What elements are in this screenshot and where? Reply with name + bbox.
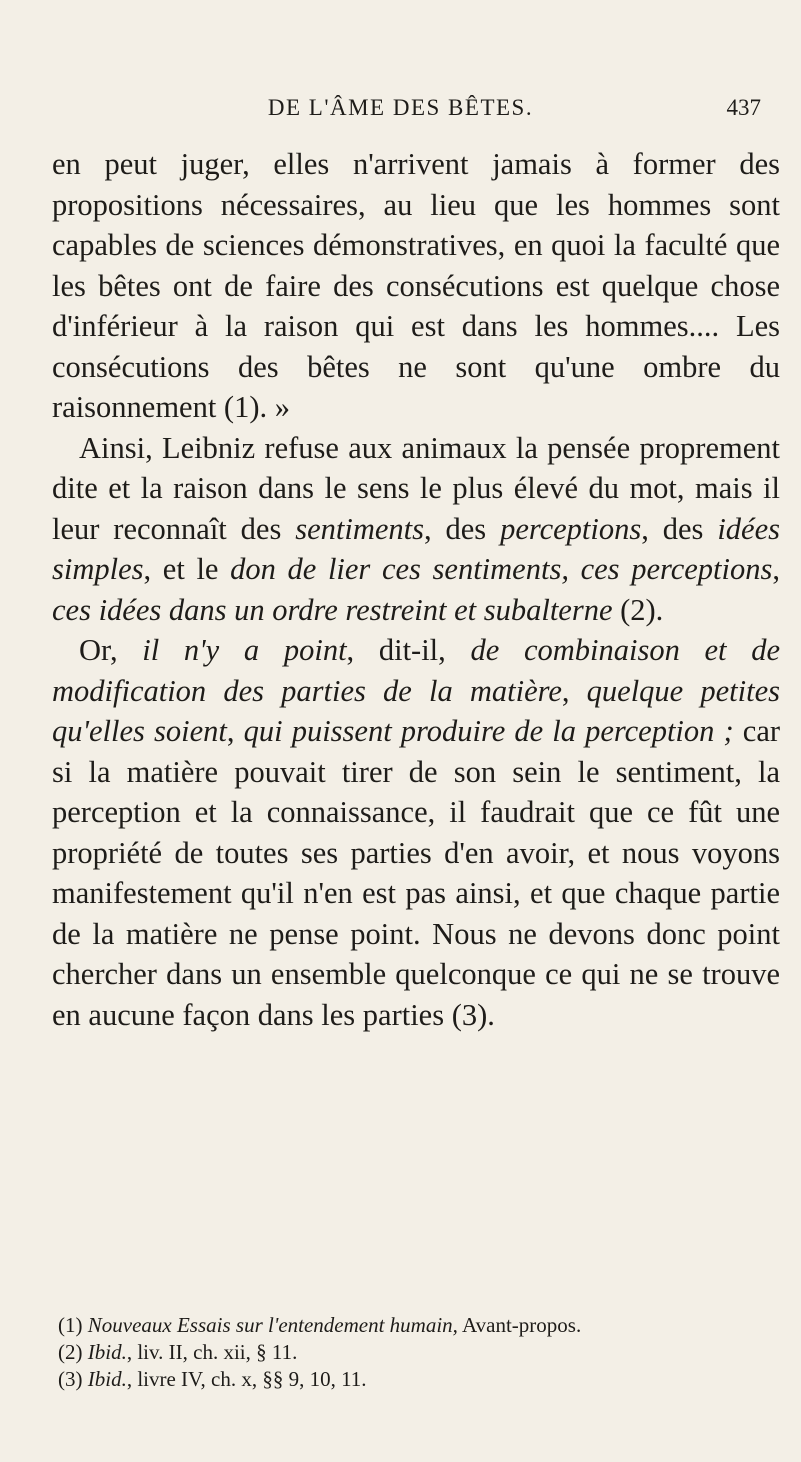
footnote-1 bbox=[58, 1312, 780, 1339]
text-run: , livre IV, ch. x, §§ 9, 10, 11. bbox=[126, 1367, 367, 1391]
text-run: (3) bbox=[58, 1367, 88, 1391]
paragraph-matter bbox=[52, 630, 780, 1035]
italic-run: Ibid. bbox=[87, 1367, 127, 1391]
body-text bbox=[52, 144, 780, 1035]
text-run: (2) bbox=[58, 1340, 88, 1364]
italic-run: sentiments bbox=[295, 511, 424, 546]
text-run: en peut juger, elles n'arrivent jamais à former des propositions nécessaires, au lieu que les hommes sont capables de sciences démonstratives, en quoi la faculté que les bêtes ont de faire des consécutions est quelque chose d'inférieur à la raison qui est dans les hommes.... Les consécutions des bêtes ne sont qu'une ombre du raisonnement (1). » bbox=[52, 147, 780, 424]
footnotes bbox=[58, 1312, 780, 1393]
italic-run: il n'y a point bbox=[142, 633, 347, 667]
text-run: car si la matière pouvait tirer de son sein le sentiment, la perception et la connaissance, il faudrait que ce fût une propriété de toutes ses parties d'en avoir, et nous voyons manifestement qu'il n'en est pas ainsi, et que chaque partie de la matière ne pense point. Nous ne devons donc point chercher dans un ensemble quelconque ce qui ne se trouve en aucune façon dans les parties (3). bbox=[52, 714, 781, 1032]
text-run: Ainsi, Leibniz refuse aux animaux la pensée proprement dite et la raison dans le sens le plus élevé du mot, mais il leur reconnaît des bbox=[52, 430, 780, 546]
paragraph-continuation bbox=[52, 144, 780, 428]
text-run: , des bbox=[424, 511, 501, 546]
text-run: , bbox=[772, 552, 780, 586]
text-run: , dit-il, bbox=[346, 633, 471, 667]
text-run: Or, bbox=[79, 633, 143, 667]
page-number: 437 bbox=[726, 95, 761, 120]
italic-run: Nouveaux Essais sur l'entendement humain, bbox=[87, 1313, 458, 1337]
italic-run: ces idées dans un ordre restreint et subalterne bbox=[52, 592, 613, 627]
text-run: , liv. II, ch. xii, § 11. bbox=[126, 1340, 298, 1364]
italic-run: don de lier ces sentiments, ces perceptions bbox=[230, 552, 773, 586]
text-run: (2). bbox=[612, 592, 664, 627]
italic-run: de combinaison et de modification des parties de la matière bbox=[52, 633, 780, 708]
running-header bbox=[0, 93, 801, 127]
footnote-2 bbox=[58, 1339, 780, 1366]
text-run: , des bbox=[641, 511, 718, 546]
text-run: Avant-propos. bbox=[457, 1313, 582, 1337]
text-run: , bbox=[561, 673, 587, 708]
footnote-3 bbox=[58, 1366, 780, 1393]
text-run: , bbox=[226, 714, 244, 748]
italic-run: Ibid. bbox=[87, 1340, 127, 1364]
text-run: , et le bbox=[143, 552, 231, 586]
running-title: DE L'ÂME DES BÊTES. bbox=[267, 95, 534, 120]
italic-run: idées simples bbox=[52, 511, 780, 586]
italic-run: quelque petites qu'elles soient bbox=[52, 673, 780, 748]
paragraph-leibniz bbox=[52, 428, 780, 631]
italic-run: perceptions bbox=[500, 511, 642, 546]
italic-run: qui puissent produire de la perception ; bbox=[243, 714, 734, 748]
text-run: (1) bbox=[58, 1313, 88, 1337]
